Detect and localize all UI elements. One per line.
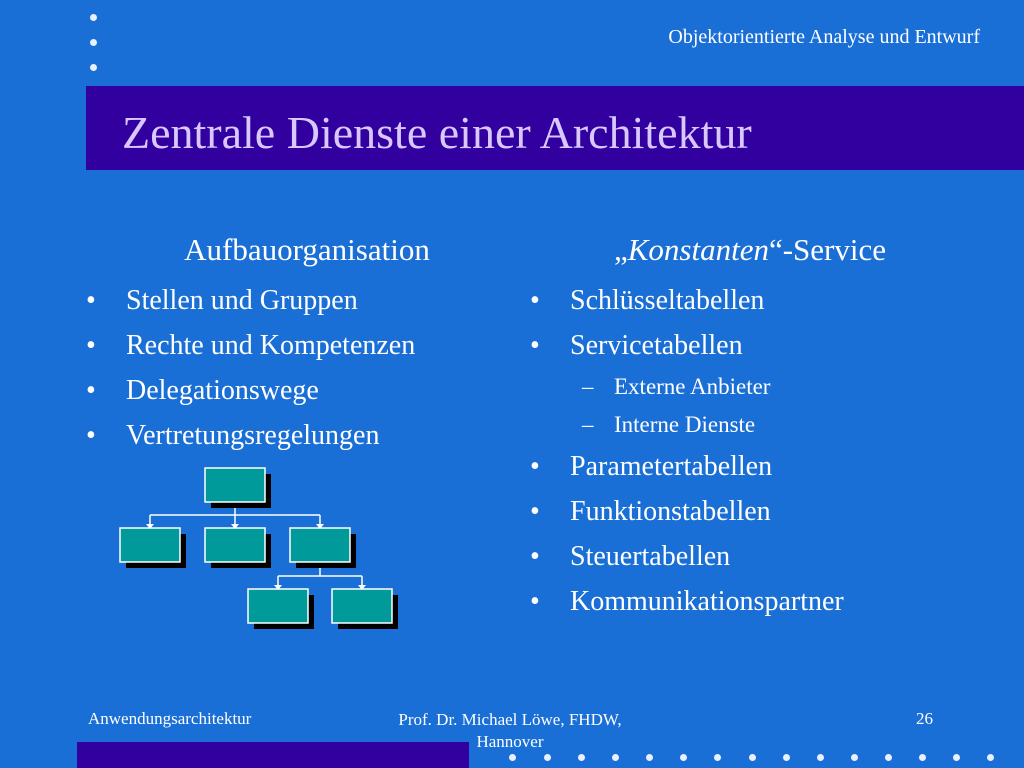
decor-dot [578,754,585,761]
decor-dot [646,754,653,761]
sub-list-item: – Externe Anbieter [530,368,970,406]
decor-dot [90,64,97,71]
sub-list-item: – Interne Dienste [530,406,970,444]
decor-dot [817,754,824,761]
decor-dot [90,14,97,21]
list-item: • Kommunikationspartner [530,579,970,624]
bullet-icon: • [530,496,540,527]
bullet-icon: • [86,375,96,406]
decor-dot [612,754,619,761]
dash-icon: – [582,374,594,399]
right-heading: „Konstanten“-Service [613,232,887,267]
dash-icon: – [582,412,594,437]
right-column [530,232,970,624]
bullet-icon: • [530,285,540,316]
decor-dot [544,754,551,761]
sub-list [530,368,970,444]
decor-dot [90,39,97,46]
list-item: • Stellen und Gruppen [86,278,506,323]
decor-dot [680,754,687,761]
bullet-icon: • [86,285,96,316]
org-chart-node [332,589,398,629]
decor-dot [509,754,516,761]
decor-dot [851,754,858,761]
bottom-band [77,742,469,768]
list-item: • Delegationswege [86,368,506,413]
list-item: • Servicetabellen [530,323,970,368]
decor-dot [749,754,756,761]
list-item: • Rechte und Kompetenzen [86,323,506,368]
right-list-continued [530,444,970,624]
slide-title: Zentrale Dienste einer Architektur [122,107,752,158]
bullet-icon: • [530,451,540,482]
decor-dot [953,754,960,761]
bullet-icon: • [86,420,96,451]
title-band [86,86,1024,170]
decor-dot [919,754,926,761]
bullet-icon: • [530,330,540,361]
list-item: • Schlüsseltabellen [530,278,970,323]
decor-dot [885,754,892,761]
list-item: • Vertretungsregelungen [86,413,506,458]
footer-author: Prof. Dr. Michael Löwe, FHDW, Hannover [398,710,622,751]
list-item: • Steuertabellen [530,534,970,579]
page-number: 26 [916,709,933,728]
decor-dot [987,754,994,761]
org-chart-node [290,528,356,568]
list-item: • Parametertabellen [530,444,970,489]
decor-dot [783,754,790,761]
org-chart-node [205,528,271,568]
list-item: • Funktionstabellen [530,489,970,534]
decor-dot [714,754,721,761]
org-chart-node [120,528,186,568]
bullet-icon: • [86,330,96,361]
course-title: Objektorientierte Analyse und Entwurf [668,26,980,48]
org-chart-node [248,589,314,629]
bullet-icon: • [530,541,540,572]
org-chart-diagram [110,462,410,642]
left-list [86,278,506,458]
left-heading: Aufbauorganisation [184,232,430,267]
right-list [530,278,970,368]
left-column [86,232,506,458]
org-chart-root [205,468,271,508]
bullet-icon: • [530,586,540,617]
footer-section: Anwendungsarchitektur [88,709,252,728]
